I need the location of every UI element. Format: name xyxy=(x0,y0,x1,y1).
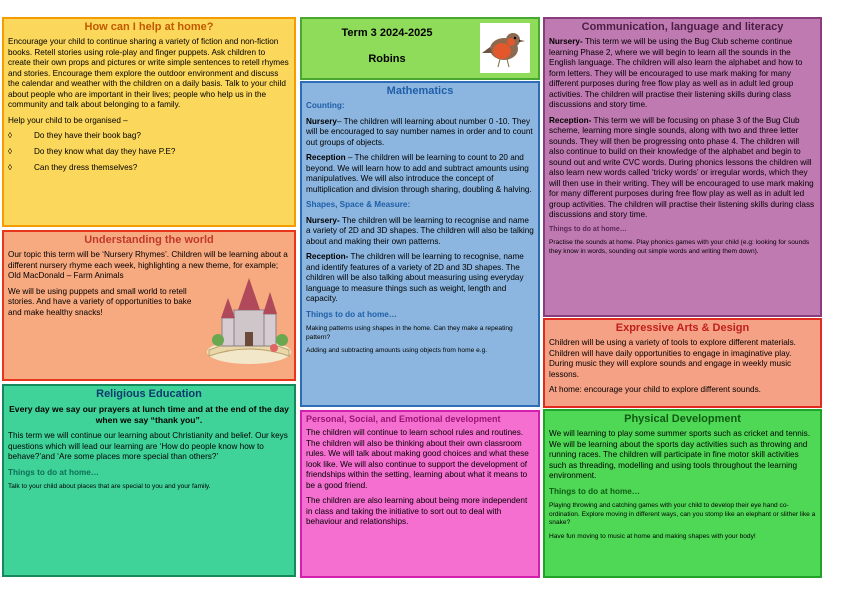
re-prayers-text: Every day we say our prayers at lunch time and at the end of the day when we say “thank you”. xyxy=(9,404,289,425)
help-organised-text: Help your child to be organised – xyxy=(8,115,128,125)
cll-title: Communication, language and literacy xyxy=(581,21,784,33)
ead-title: Expressive Arts & Design xyxy=(615,322,750,334)
term-header-panel xyxy=(300,17,540,80)
pse-rules-text: The children will continue to learn school rules and routines. The children will also be thinking about their own classroom rules. We will talk about making good choices and what these look like. We will also continue to support the development of friendships within the setting, learning about what it means to be a good friend. xyxy=(306,428,529,490)
re-title: Religious Education xyxy=(96,388,202,400)
help-paragraph: Encourage your child to continue sharing a variety of fiction and non-fiction books. Retell stories using role-play and finger puppets. Ask children to create their own props and pictures or write simple sentences to retell rhymes and stories. Encourage them explore the outdoor environment and discuss the calendar and weather with the children on a daily basis. Talk to your child about people who are important in their lives; people who help us in the community and talk about belonging to a family. xyxy=(8,37,289,109)
class-name: Robins xyxy=(368,53,406,65)
pd-title: Physical Development xyxy=(624,413,741,425)
pse-title: Personal, Social, and Emotional development xyxy=(306,414,501,424)
diamond-icon: ◊ xyxy=(8,163,13,172)
help-bullet: ◊ Do they have their book bag? xyxy=(8,131,141,140)
robin-bird-illustration xyxy=(480,23,530,73)
help-bullet: ◊ Can they dress themselves? xyxy=(8,163,138,172)
counting-heading: Counting: xyxy=(306,101,345,110)
help-at-home-panel xyxy=(2,17,296,227)
help-title: How can I help at home? xyxy=(84,21,214,33)
diamond-icon: ◊ xyxy=(8,147,13,156)
re-learning-text: This term we will continue our learning about Christianity and belief. Our keys questions which will lead our learning are ‘How do people know how to behave?’and ‘Are some places more special than others?’ xyxy=(8,431,288,461)
counting-nursery-text: Nursery– The children will learning about number 0 -10. They will be encouraged to say number names in order and to count out groups of objects. xyxy=(306,116,533,147)
ead-text: Children will be using a variety of tools to explore different materials. Children will have daily opportunities to engage in imaginative play. During music they will explore sounds and engage in weekly music lessons. xyxy=(549,338,796,379)
pd-things-heading: Things to do at home… xyxy=(549,486,640,496)
pd-text: We will learning to play some summer sports such as cricket and tennis. We will be learning about the sports day activities such as throwing and running races. The children will participate in fine motor skill activities such as threading, modelling and using tools throughout the learning environment. xyxy=(549,429,811,480)
maths-things-heading: Things to do at home… xyxy=(306,309,397,319)
ead-home-text: At home: encourage your child to explore different sounds. xyxy=(549,385,761,394)
re-things-heading: Things to do at home… xyxy=(8,467,99,477)
help-bullet: ◊ Do they know what day they have P.E? xyxy=(8,147,176,156)
communication-literacy-panel xyxy=(543,17,822,317)
cll-nursery-text: Nursery- This term we will be using the Bug Club scheme continue learning Phase 2, where we will begin to learn all the sounds in the English language. The children will also learn the alphabet and how to form letters. They will be encouraged to use mark making for many different purposes during free flow play as well as in adult led group activities. The children will practise their listening skills during class discussions and story time. xyxy=(549,37,803,109)
cll-reception-text: Reception- This term we will be focusing on phase 3 of the Bug Club scheme, learning more single sounds, along with two and three letter sounds. They will then be progressing onto phase 4. The children will also continue to build on their knowledge of the alphabet and begin to sound out and write CVC words. During phonics lessons the children will also learn new words called ‘tricky words’ or irregular words, which they will then use in their writing. They will be encouraged to use mark making for many different purposes during free flow play as well as in adult led group activities. The children will practise their listening skills during class discussions and story time. xyxy=(549,115,815,219)
maths-title: Mathematics xyxy=(386,85,454,97)
cll-things-text: Practise the sounds at home. Play phonics games with your child (e.g: looking for sounds they know in words, sounding out simple words and writing them down). xyxy=(549,239,810,256)
term-title: Term 3 2024-2025 xyxy=(341,27,433,39)
mathematics-panel xyxy=(300,81,540,407)
shapes-heading: Shapes, Space & Measure: xyxy=(306,200,411,209)
shapes-reception-text: Reception- The children will be learning to recognise, name and identify features of a variety of 2D and 3D shapes. The children will be also talking about measuring using everyday language to measure things such as weight, length and capacity. xyxy=(306,252,524,303)
counting-reception-text: Reception – The children will be learning to count to 20 and beyond. We will learn how to add and subtract amounts using manipulatives. We will also introduce the concept of multiplication and division through sharing, doubling & halving. xyxy=(306,153,532,194)
re-things-text: Talk to your child about places that are special to you and your family. xyxy=(8,483,211,490)
expressive-arts-panel xyxy=(543,318,822,408)
storybook-castle-illustration xyxy=(204,270,294,366)
pd-things-text: Have fun moving to music at home and making shapes with your body! xyxy=(549,532,756,540)
world-topic-text: Our topic this term will be ‘Nursery Rhymes’. Children will be learning about a different nursery rhyme each week, highlighting a new theme, for example; Old MacDonald – Farm Animals xyxy=(8,250,288,280)
religious-education-panel xyxy=(2,384,296,577)
understanding-world-panel xyxy=(2,230,296,381)
maths-things-text: Making patterns using shapes in the home. Can they make a repeating pattern? xyxy=(306,325,513,341)
pse-independence-text: The children are also learning about being more independent in class and taking the initiative to sort out to deal with behaviour and relationships. xyxy=(306,496,528,526)
pd-things-text: Playing throwing and catching games with your child to develop their eye hand co-ordination. Explore moving in different ways, can you stomp like an elephant or slither like a snake? xyxy=(549,502,816,527)
shapes-nursery-text: Nursery- The children will be learning to recognise and name a variety of 2D and 3D shapes. The children will also be talking about and making their own patterns. xyxy=(306,215,534,246)
maths-things-text: Adding and subtracting amounts using objects from home e.g. xyxy=(306,347,488,355)
cll-things-heading: Things to do at home… xyxy=(549,225,627,233)
diamond-icon: ◊ xyxy=(8,131,13,140)
world-puppets-text: We will be using puppets and small world to retell stories. And have a variety of opportunities to bake and make healthy snacks! xyxy=(8,286,192,317)
physical-development-panel xyxy=(543,409,822,578)
pse-development-panel xyxy=(300,410,540,578)
world-title: Understanding the world xyxy=(84,234,214,246)
